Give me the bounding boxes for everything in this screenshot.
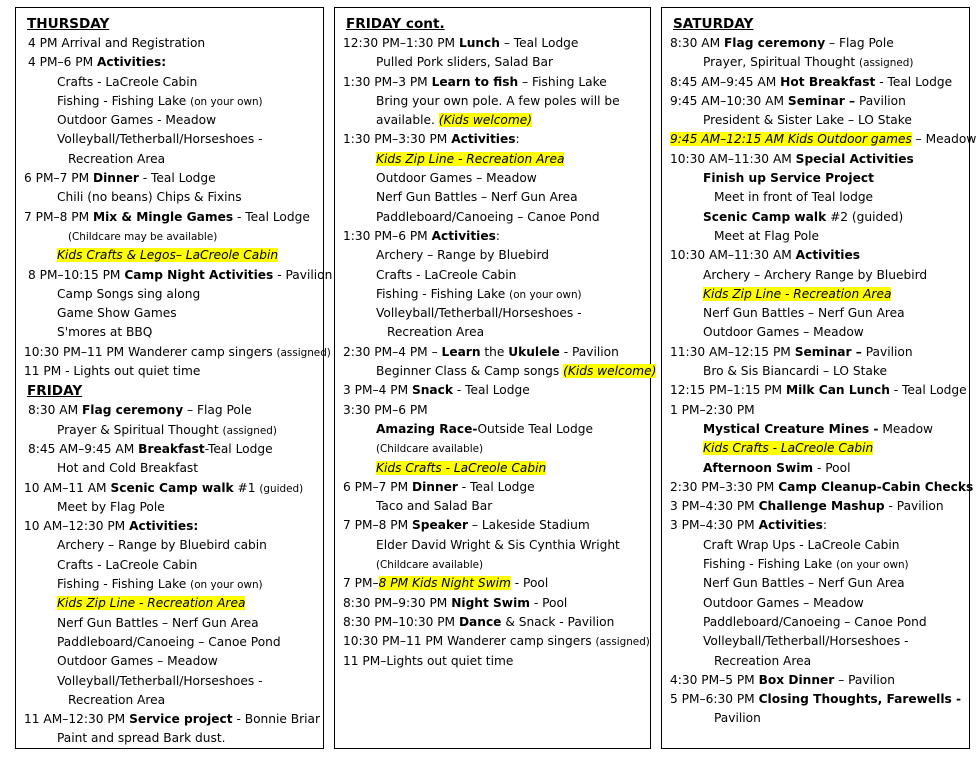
schedule-line <box>343 401 650 420</box>
line-text: the <box>480 344 509 359</box>
schedule-line <box>343 304 650 323</box>
schedule-line <box>670 594 969 613</box>
schedule-line <box>24 575 323 594</box>
schedule-line <box>343 208 650 227</box>
line-text: (on your own) <box>190 579 263 592</box>
line-text: Meet in front of Teal lodge <box>714 190 874 205</box>
line-text: 2:30 PM–4 PM – <box>343 344 442 359</box>
schedule-line <box>24 208 323 227</box>
line-text: 3:30 PM–6 PM <box>343 402 428 417</box>
schedule-line <box>24 227 323 246</box>
schedule-line <box>24 343 331 362</box>
line-text: Fishing - Fishing Lake <box>57 577 191 592</box>
schedule-line <box>24 614 323 633</box>
schedule-line <box>24 440 323 459</box>
line-text: 8 PM–10:15 PM <box>28 267 125 282</box>
line-text: Outdoor Games – Meadow <box>376 171 537 186</box>
line-text: Outdoor Games – Meadow <box>703 595 864 610</box>
line-text: 11 PM - Lights out quiet time <box>24 364 201 379</box>
line-text: (on your own) <box>190 95 263 108</box>
schedule-line <box>670 574 969 593</box>
line-text: Bring your own pole. A few poles will be <box>376 93 620 108</box>
line-text: Camp Songs sing along <box>57 286 201 301</box>
line-text: (on your own) <box>836 559 909 572</box>
schedule-line <box>343 92 650 111</box>
schedule-line <box>343 516 650 535</box>
line-text: – Flag Pole <box>825 36 894 50</box>
event-title: Activities <box>795 248 860 263</box>
schedule-line <box>343 227 650 246</box>
schedule-line <box>343 420 650 439</box>
schedule-line <box>343 362 657 381</box>
line-text: – Lakeside Stadium <box>468 518 590 533</box>
schedule-line <box>670 497 969 516</box>
line-text: Recreation Area <box>68 692 166 707</box>
schedule-line <box>24 556 323 575</box>
schedule-line <box>670 478 974 497</box>
schedule-line <box>343 652 650 671</box>
event-title: Speaker <box>411 518 469 533</box>
line-text: (assigned) <box>276 346 331 359</box>
line-text: 8:30 AM <box>670 36 724 50</box>
event-title: Seminar – <box>787 93 856 108</box>
event-title: Scenic Camp walk <box>110 480 234 495</box>
schedule-line <box>670 130 977 149</box>
schedule-line <box>343 266 650 285</box>
schedule-line <box>670 150 969 169</box>
line-text: 9:45 AM–10:30 AM <box>670 93 788 108</box>
line-text: 7 PM– <box>343 576 379 591</box>
event-title: Scenic Camp walk <box>703 209 827 224</box>
line-text: Meet by Flag Pole <box>57 499 165 514</box>
line-text: Outdoor Games – Meadow <box>703 325 864 340</box>
schedule-line <box>24 150 323 169</box>
schedule-line <box>670 53 969 72</box>
event-title: Milk Can Lunch <box>785 383 890 398</box>
event-title: Box Dinner <box>758 672 835 687</box>
schedule-line <box>343 150 650 169</box>
line-text: 12:30 PM–1:30 PM <box>343 36 459 50</box>
line-text: #1 <box>233 480 260 495</box>
line-text: Hot and Cold Breakfast <box>57 461 199 476</box>
line-text: – Pavilion <box>834 672 895 687</box>
line-text: - Teal Lodge <box>875 74 953 89</box>
line-text: (Childcare may be available) <box>68 230 218 243</box>
line-text: Volleyball/Tetherball/Horseshoes - <box>57 132 263 147</box>
schedule-line <box>343 246 650 265</box>
line-text: available. <box>376 113 439 128</box>
line-text: 3 PM–4:30 PM <box>670 499 759 514</box>
line-text: Volleyball/Tetherball/Horseshoes - <box>376 306 582 321</box>
highlighted-text: (Kids welcome) <box>438 113 532 128</box>
event-title: Activities <box>431 228 496 243</box>
line-text: 10:30 PM–11 PM Wanderer camp singers <box>343 634 596 649</box>
line-text: 7 PM–8 PM <box>343 518 412 533</box>
line-text: Recreation Area <box>387 325 485 340</box>
schedule-line <box>24 285 323 304</box>
event-title: Closing Thoughts, Farewells - <box>758 692 962 707</box>
event-title: Activities: <box>96 55 167 70</box>
line-text: President & Sister Lake – LO Stake <box>703 113 912 128</box>
schedule-line <box>24 323 323 342</box>
day-heading <box>670 14 969 34</box>
friday-cont-column <box>334 7 657 749</box>
line-text: Archery – Archery Range by Bluebird <box>703 267 928 282</box>
line-text: Paddleboard/Canoeing – Canoe Pond <box>57 634 281 649</box>
line-text: Paddleboard/Canoeing – Canoe Pond <box>376 209 600 224</box>
line-text: - Pavilion <box>559 344 619 359</box>
line-text: - Teal Lodge <box>889 383 967 398</box>
schedule-line <box>670 381 969 400</box>
schedule-line <box>670 536 969 555</box>
line-text: Crafts - LaCreole Cabin <box>376 267 517 282</box>
schedule-line <box>670 401 969 420</box>
line-text: 11 AM–12:30 PM <box>24 712 130 727</box>
line-text: Beginner Class & Camp songs <box>376 364 564 379</box>
line-text: - Teal Lodge <box>138 171 216 186</box>
schedule-line <box>343 497 650 516</box>
schedule-line <box>343 285 650 304</box>
line-text: Outside Teal Lodge <box>477 421 593 436</box>
event-title: Service project <box>129 712 233 727</box>
schedule-line <box>24 53 323 72</box>
event-title: Breakfast <box>138 441 205 456</box>
schedule-line <box>343 111 650 130</box>
event-title: Mix & Mingle Games <box>92 209 234 224</box>
highlighted-text: Kids Crafts - LaCreole Cabin <box>703 441 874 456</box>
line-text: 5 PM–6:30 PM <box>670 692 759 707</box>
line-text: - Pool <box>510 576 549 591</box>
line-text: 4 PM–6 PM <box>28 55 97 70</box>
line-text: 1:30 PM–3 PM <box>343 74 432 89</box>
line-text: 8:45 AM–9:45 AM <box>670 74 781 89</box>
line-text: 8:45 AM–9:45 AM <box>28 441 139 456</box>
line-text: - Teal Lodge <box>233 209 310 224</box>
schedule-line <box>24 633 323 652</box>
line-text: 3 PM–4 PM <box>343 383 412 398</box>
event-title: Learn <box>441 344 481 359</box>
line-text: Meet at Flag Pole <box>714 228 820 243</box>
day-heading <box>24 14 323 34</box>
highlighted-text: Kids Zip Line - Recreation Area <box>376 151 565 166</box>
line-text: THURSDAY <box>27 16 110 32</box>
line-text: (Childcare available) <box>376 443 484 456</box>
line-text: : <box>495 228 500 243</box>
schedule-line <box>670 266 969 285</box>
line-text: 1:30 PM–6 PM <box>343 228 432 243</box>
line-text: 1 PM–2:30 PM <box>670 402 755 417</box>
line-text: Archery – Range by Bluebird cabin <box>57 538 267 553</box>
schedule-line <box>24 652 323 671</box>
highlighted-text: Kids Zip Line - Recreation Area <box>57 596 246 611</box>
line-text: Volleyball/Tetherball/Horseshoes - <box>703 634 909 649</box>
line-text: 8:30 PM–9:30 PM <box>343 595 452 610</box>
line-text: Crafts - LaCreole Cabin <box>57 74 198 89</box>
line-text: Bro & Sis Biancardi – LO Stake <box>703 364 887 379</box>
event-title: Amazing Race- <box>376 421 478 436</box>
line-text: FRIDAY <box>27 383 83 400</box>
event-title: Learn to fish <box>431 74 519 89</box>
schedule-line <box>24 729 323 748</box>
line-text: 10 AM–12:30 PM <box>24 519 130 534</box>
schedule-line <box>24 111 323 130</box>
schedule-line <box>670 652 969 671</box>
line-text: - Teal Lodge <box>452 383 530 398</box>
schedule-line <box>343 323 650 342</box>
line-text: Nerf Gun Battles – Nerf Gun Area <box>57 615 259 630</box>
event-title: Flag ceremony <box>81 403 184 418</box>
thursday-friday-column <box>15 7 333 749</box>
event-title: Activities <box>451 132 516 147</box>
schedule-line <box>670 92 969 111</box>
schedule-line <box>343 130 650 149</box>
line-text: #2 (guided) <box>826 209 904 224</box>
schedule-line <box>670 459 969 478</box>
line-text: Nerf Gun Battles – Nerf Gun Area <box>703 576 905 591</box>
schedule-line <box>24 304 323 323</box>
line-text: FRIDAY cont. <box>346 16 445 32</box>
event-title: Dinner <box>411 479 458 494</box>
event-title: Hot Breakfast <box>780 74 876 89</box>
line-text: 1:30 PM–3:30 PM <box>343 132 452 147</box>
line-text: SATURDAY <box>673 16 754 32</box>
event-title: Snack <box>411 383 453 398</box>
schedule-line <box>670 323 969 342</box>
highlighted-text: Kids Crafts & Legos– LaCreole Cabin <box>57 248 279 263</box>
schedule-line <box>670 343 969 362</box>
line-text: - Teal Lodge <box>457 479 535 494</box>
schedule-line <box>343 73 650 92</box>
schedule-line <box>24 169 323 188</box>
line-text: 4 PM Arrival and Registration <box>28 36 206 50</box>
line-text: Meadow <box>878 421 934 436</box>
line-text: (on your own) <box>509 288 582 301</box>
line-text: Volleyball/Tetherball/Horseshoes - <box>57 673 263 688</box>
line-text: Taco and Salad Bar <box>376 499 493 514</box>
schedule-line <box>343 343 650 362</box>
schedule-line <box>343 169 650 188</box>
line-text: 10:30 PM–11 PM Wanderer camp singers <box>24 344 277 359</box>
highlighted-text: 8 PM Kids Night Swim <box>378 576 511 591</box>
schedule-line <box>343 53 650 72</box>
line-text: - Bonnie Briar <box>232 712 321 727</box>
line-text: 4:30 PM–5 PM <box>670 672 759 687</box>
event-title: Special Activities <box>795 151 914 166</box>
schedule-line <box>670 246 969 265</box>
schedule-line <box>343 381 650 400</box>
schedule-line <box>24 266 333 285</box>
schedule-line <box>24 479 323 498</box>
schedule-line <box>24 498 323 517</box>
line-text: - Pavilion <box>884 499 944 514</box>
line-text: 10 AM–11 AM <box>24 480 111 495</box>
event-title: Activities <box>758 518 823 533</box>
line-text: - Pool <box>813 460 851 475</box>
schedule-line <box>24 92 323 111</box>
schedule-line <box>670 555 969 574</box>
line-text: Pavilion <box>855 93 906 108</box>
line-text: Outdoor Games – Meadow <box>57 654 218 669</box>
schedule-line <box>24 34 323 53</box>
day-heading <box>343 14 650 34</box>
highlighted-text: Kids Crafts - LaCreole Cabin <box>376 460 547 475</box>
line-text: : <box>515 132 520 147</box>
schedule-line <box>670 304 969 323</box>
schedule-line <box>670 34 969 53</box>
line-text: 7 PM–8 PM <box>24 209 93 224</box>
line-text: Fishing - Fishing Lake <box>703 557 837 572</box>
line-text: - Pavilion <box>273 267 333 282</box>
line-text: – Fishing Lake <box>518 74 607 89</box>
line-text: Fishing - Fishing Lake <box>376 286 510 301</box>
schedule-line <box>343 459 650 478</box>
schedule-line <box>670 111 969 130</box>
schedule-line <box>24 362 323 381</box>
line-text: Pulled Pork sliders, Salad Bar <box>376 55 554 70</box>
line-text: 3 PM–4:30 PM <box>670 518 759 533</box>
event-title: Finish up Service Project <box>703 171 874 186</box>
schedule-line <box>24 536 323 555</box>
event-title: Dance <box>458 614 502 629</box>
schedule-line <box>24 672 323 691</box>
line-text: (guided) <box>259 482 304 495</box>
line-text: (assigned) <box>859 57 914 70</box>
schedule-line <box>24 246 323 265</box>
line-text: -Teal Lodge <box>204 441 273 456</box>
schedule-line <box>24 401 323 420</box>
line-text: 12:15 PM–1:15 PM <box>670 383 786 398</box>
schedule-line <box>343 478 650 497</box>
line-text: – Flag Pole <box>183 403 252 418</box>
schedule-line <box>343 574 650 593</box>
line-text: Chili (no beans) Chips & Fixins <box>57 190 242 205</box>
schedule-line <box>670 208 969 227</box>
line-text: : <box>822 518 827 533</box>
schedule-line <box>24 691 323 710</box>
schedule-line <box>343 555 650 574</box>
event-title: Seminar – <box>794 344 862 359</box>
line-text: Paint and spread Bark dust. <box>57 731 226 746</box>
day-heading <box>24 381 323 401</box>
line-text: 8:30 AM <box>28 403 82 418</box>
line-text: – Teal Lodge <box>499 36 579 50</box>
schedule-line <box>24 459 323 478</box>
line-text: 10:30 AM–11:30 AM <box>670 248 796 263</box>
event-title: Camp Night Activities <box>124 267 274 282</box>
line-text: (Childcare available) <box>376 559 484 572</box>
schedule-line <box>24 710 323 729</box>
schedule-line <box>24 517 323 536</box>
schedule-line <box>343 188 650 207</box>
line-text: - Pool <box>529 595 568 610</box>
event-title: Ukulele <box>508 344 560 359</box>
line-text: Recreation Area <box>714 653 812 668</box>
line-text: 6 PM–7 PM <box>343 479 412 494</box>
line-text: Archery – Range by Bluebird <box>376 248 550 263</box>
line-text: 2:30 PM–3:30 PM <box>670 479 779 494</box>
schedule-line <box>24 188 323 207</box>
schedule-line <box>670 632 969 651</box>
event-title: Lunch <box>458 36 500 50</box>
line-text: Recreation Area <box>68 151 166 166</box>
schedule-line <box>24 421 323 440</box>
line-text: 8:30 PM–10:30 PM <box>343 614 459 629</box>
highlighted-text: Kids Zip Line - Recreation Area <box>703 286 892 301</box>
line-text: Crafts - LaCreole Cabin <box>57 557 198 572</box>
event-title: Night Swim <box>451 595 530 610</box>
schedule-line <box>670 439 969 458</box>
line-text: 11 PM–Lights out quiet time <box>343 653 514 668</box>
schedule-line <box>24 594 323 613</box>
schedule-line <box>670 285 969 304</box>
schedule-line <box>343 536 650 555</box>
schedule-line <box>670 227 969 246</box>
line-text: Nerf Gun Battles – Nerf Gun Area <box>703 306 905 321</box>
line-text: 6 PM–7 PM <box>24 171 93 186</box>
event-title: Afternoon Swim <box>703 460 814 475</box>
schedule-line <box>343 613 650 632</box>
schedule-line <box>670 613 969 632</box>
line-text: Prayer, Spiritual Thought <box>703 55 860 70</box>
schedule-line <box>670 169 969 188</box>
line-text: (assigned) <box>222 424 277 437</box>
line-text: Game Show Games <box>57 306 177 321</box>
event-title: Dinner <box>92 171 139 186</box>
schedule-line <box>343 439 650 458</box>
line-text: Paddleboard/Canoeing – Canoe Pond <box>703 614 927 629</box>
line-text: – Meadow <box>911 132 977 147</box>
line-text: 11:30 AM–12:15 PM <box>670 344 795 359</box>
line-text: Nerf Gun Battles – Nerf Gun Area <box>376 190 578 205</box>
line-text: Fishing - Fishing Lake <box>57 93 191 108</box>
highlighted-text: (Kids welcome) <box>563 364 657 379</box>
line-text: 10:30 AM–11:30 AM <box>670 151 796 166</box>
event-title: Challenge Mashup <box>758 499 885 514</box>
line-text: Pavilion <box>714 711 761 726</box>
line-text: Prayer & Spiritual Thought <box>57 422 223 437</box>
highlighted-text: 9:45 AM–12:15 AM Kids Outdoor games <box>670 132 912 147</box>
schedule-line <box>670 73 969 92</box>
line-text: Elder David Wright & Sis Cynthia Wright <box>376 537 620 552</box>
saturday-column <box>661 7 977 749</box>
line-text: Outdoor Games - Meadow <box>57 113 217 128</box>
schedule-line <box>670 690 969 709</box>
event-title: Flag ceremony <box>723 36 826 50</box>
schedule-line <box>670 188 969 207</box>
event-title: Mystical Creature Mines - <box>703 421 879 436</box>
schedule-line <box>670 362 969 381</box>
line-text: (assigned) <box>595 636 650 649</box>
event-title: Camp Cleanup-Cabin Checks <box>778 479 974 494</box>
schedule-line <box>670 709 969 728</box>
schedule-line <box>343 632 650 651</box>
schedule-line <box>670 516 969 535</box>
schedule-line <box>24 130 323 149</box>
line-text: Craft Wrap Ups - LaCreole Cabin <box>703 537 900 552</box>
event-title: Activities: <box>129 519 199 534</box>
line-text: Pavilion <box>861 344 913 359</box>
line-text: & Snack - Pavilion <box>501 614 615 629</box>
line-text: S'mores at BBQ <box>57 325 153 340</box>
schedule-line <box>343 34 650 53</box>
schedule-line <box>670 671 969 690</box>
schedule-line <box>670 420 969 439</box>
schedule-line <box>24 73 323 92</box>
schedule-line <box>343 594 650 613</box>
